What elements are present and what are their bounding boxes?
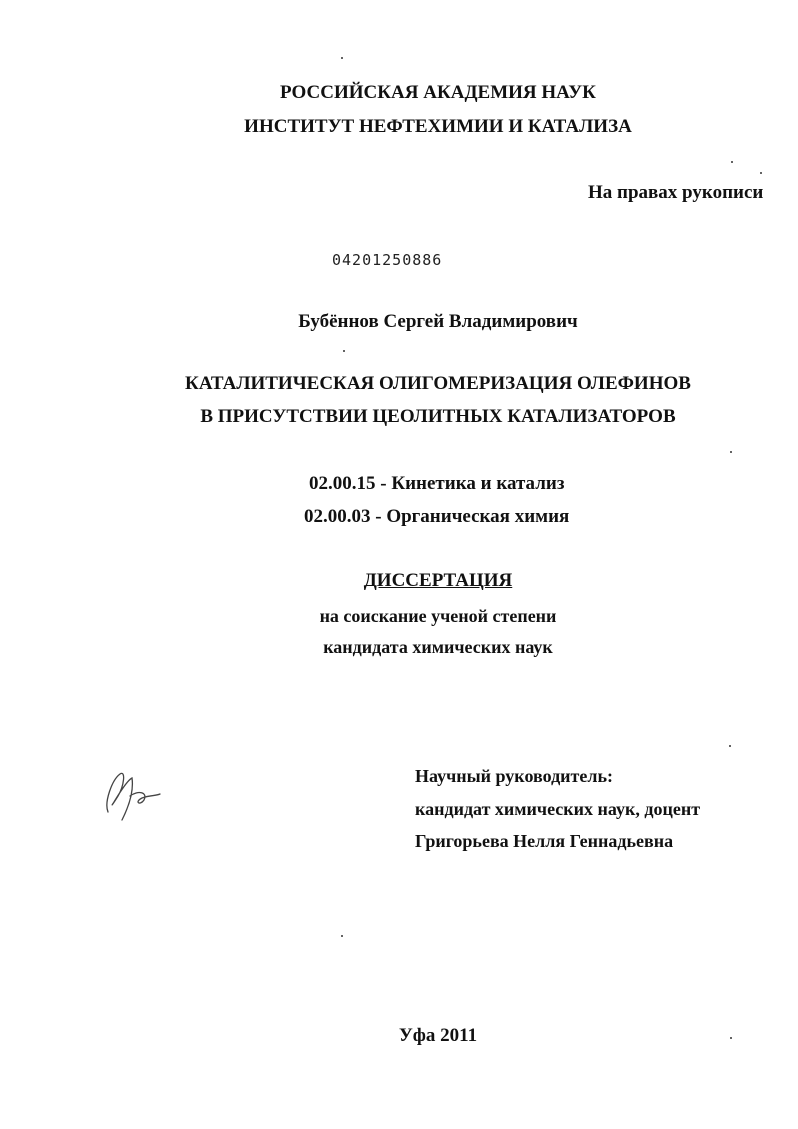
scan-speck [730, 1037, 732, 1039]
place-year: Уфа 2011 [398, 1025, 478, 1046]
academy-name: РОССИЙСКАЯ АКАДЕМИЯ НАУК [280, 82, 596, 103]
specialty-2: 02.00.03 - Органическая химия [304, 506, 570, 527]
degree-line-2: кандидата химических наук [323, 637, 553, 657]
document-number: 04201250886 [332, 251, 443, 269]
signature-mark [98, 762, 168, 832]
scan-speck [341, 57, 343, 59]
dissertation-heading: ДИССЕРТАЦИЯ [363, 570, 513, 591]
title-line-1: КАТАЛИТИЧЕСКАЯ ОЛИГОМЕРИЗАЦИЯ ОЛЕФИНОВ [185, 373, 691, 394]
degree-line-1: на соискание ученой степени [319, 606, 557, 626]
scan-speck [760, 172, 762, 174]
supervisor-label: Научный руководитель: [415, 766, 613, 786]
scan-speck [729, 745, 731, 747]
scan-speck [730, 451, 732, 453]
supervisor-title: кандидат химических наук, доцент [415, 799, 701, 819]
manuscript-note: На правах рукописи [588, 182, 764, 203]
specialty-1: 02.00.15 - Кинетика и катализ [309, 473, 565, 494]
scan-speck [731, 161, 733, 163]
supervisor-name: Григорьева Нелля Геннадьевна [415, 831, 674, 851]
title-line-2: В ПРИСУТСТВИИ ЦЕОЛИТНЫХ КАТАЛИЗАТОРОВ [200, 406, 676, 427]
signature-stroke [107, 773, 160, 820]
scan-speck [343, 350, 345, 352]
institute-name: ИНСТИТУТ НЕФТЕХИМИИ И КАТАЛИЗА [244, 116, 632, 137]
author-name: Бубённов Сергей Владимирович [298, 311, 578, 332]
scan-speck [341, 935, 343, 937]
